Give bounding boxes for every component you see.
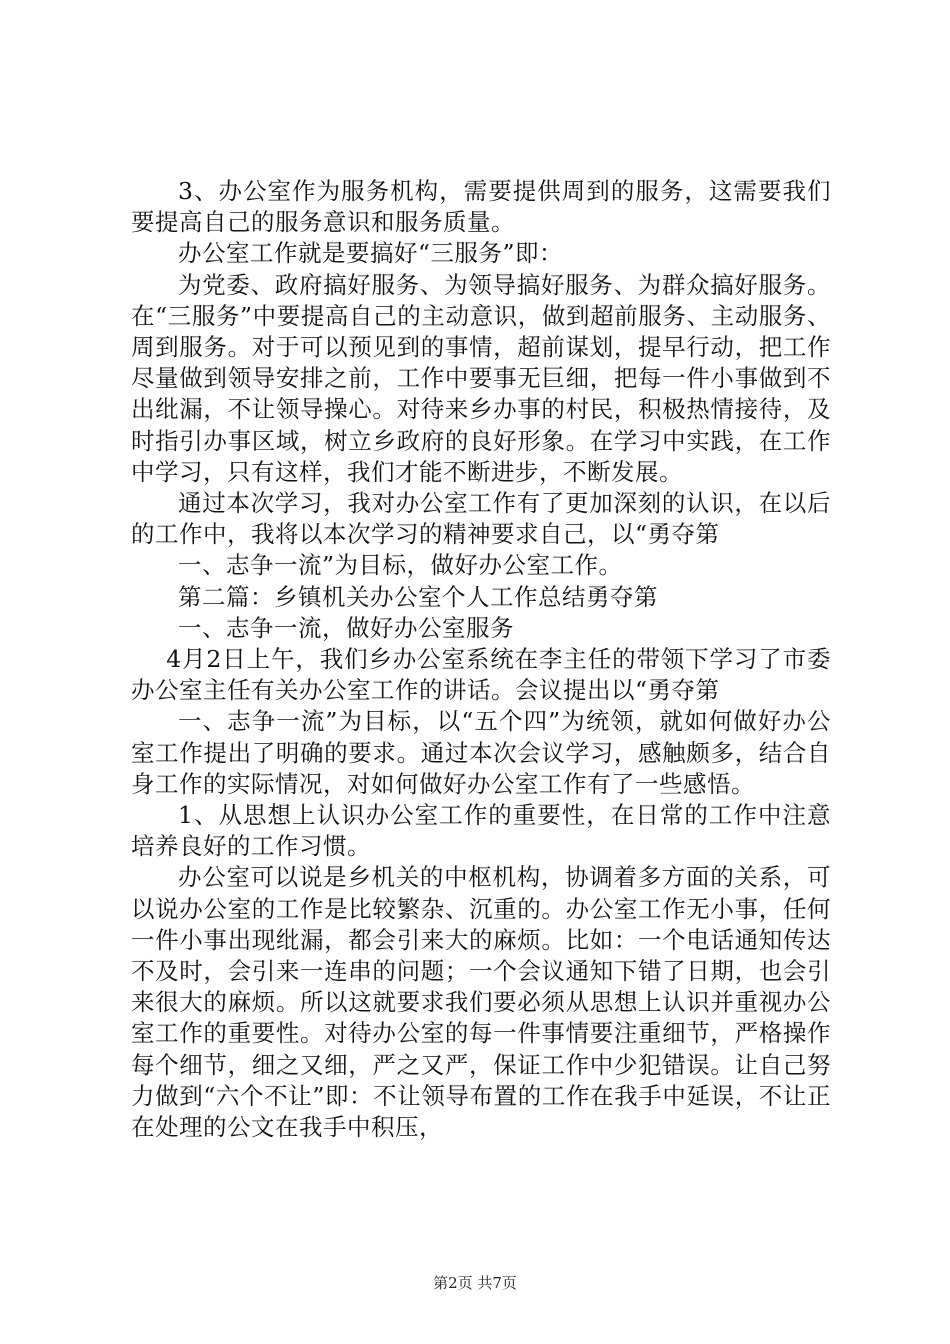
paragraph-three-services-detail: 为党委、政府搞好服务、为领导搞好服务、为群众搞好服务。在“三服务”中要提高自己的主动意识，做到超前服务、主动服务、周到服务。对于可以预见到的事情，超前谋划，提早行动，把工作尽量做到领导安排之前，工作中要事无巨细，把每一件小事做到不出纰漏，不让领导操心。对待来乡办事的村民，积极热情接待，及时指引办事区域，树立乡政府的良好形象。在学习中实践，在工作中学习，只有这样，我们才能不断进步，不断发展。	[131, 270, 831, 486]
page-number-footer: 第2页 共7页	[433, 1274, 517, 1292]
paragraph-office-importance: 办公室可以说是乡机关的中枢机构，协调着多方面的关系，可以说办公室的工作是比较繁杂、沉重的。办公室工作无小事，任何一件小事出现纰漏，都会引来大的麻烦。比如：一个电话通知传达不及时，会引来一连串的问题；一个会议通知下错了日期，也会引来很大的麻烦。所以这就要求我们要必须从思想上认识并重视办公室工作的重要性。对待办公室的每一件事情要注重细节，严格操作每个细节，细之又细，严之又严，保证工作中少犯错误。让自己努力做到“六个不让”即：不让领导布置的工作在我手中延误，不让正在处理的公文在我手中积压，	[131, 863, 831, 1142]
paragraph-three-services-intro: 办公室工作就是要搞好“三服务”即：	[178, 239, 564, 268]
paragraph-point-one: 1、从思想上认识办公室工作的重要性，在日常的工作中注意培养良好的工作习惯。	[131, 801, 831, 861]
paragraph-study-conclusion: 通过本次学习，我对办公室工作有了更加深刻的认识，在以后的工作中，我将以本次学习的精神要求自己，以“勇夺第	[131, 489, 831, 549]
paragraph-meeting-goal: 一、志争一流”为目标，以“五个四”为统领，就如何做好办公室工作提出了明确的要求。通过本次会议学习，感触颇多，结合自身工作的实际情况，对如何做好办公室工作有了一些感悟。	[131, 707, 831, 798]
paragraph-service-awareness: 3、办公室作为服务机构，需要提供周到的服务，这需要我们要提高自己的服务意识和服务质量。	[131, 177, 831, 237]
paragraph-meeting: 4月2日上午，我们乡办公室系统在李主任的带领下学习了市委办公室主任有关办公室工作的讲话。会议提出以“勇夺第	[131, 645, 831, 705]
document-body	[131, 176, 831, 1143]
paragraph-goal: 一、志争一流”为目标，做好办公室工作。	[178, 551, 623, 580]
section-title-second-article: 第二篇：乡镇机关办公室个人工作总结勇夺第	[178, 582, 658, 611]
section-subtitle: 一、志争一流，做好办公室服务	[178, 613, 514, 642]
